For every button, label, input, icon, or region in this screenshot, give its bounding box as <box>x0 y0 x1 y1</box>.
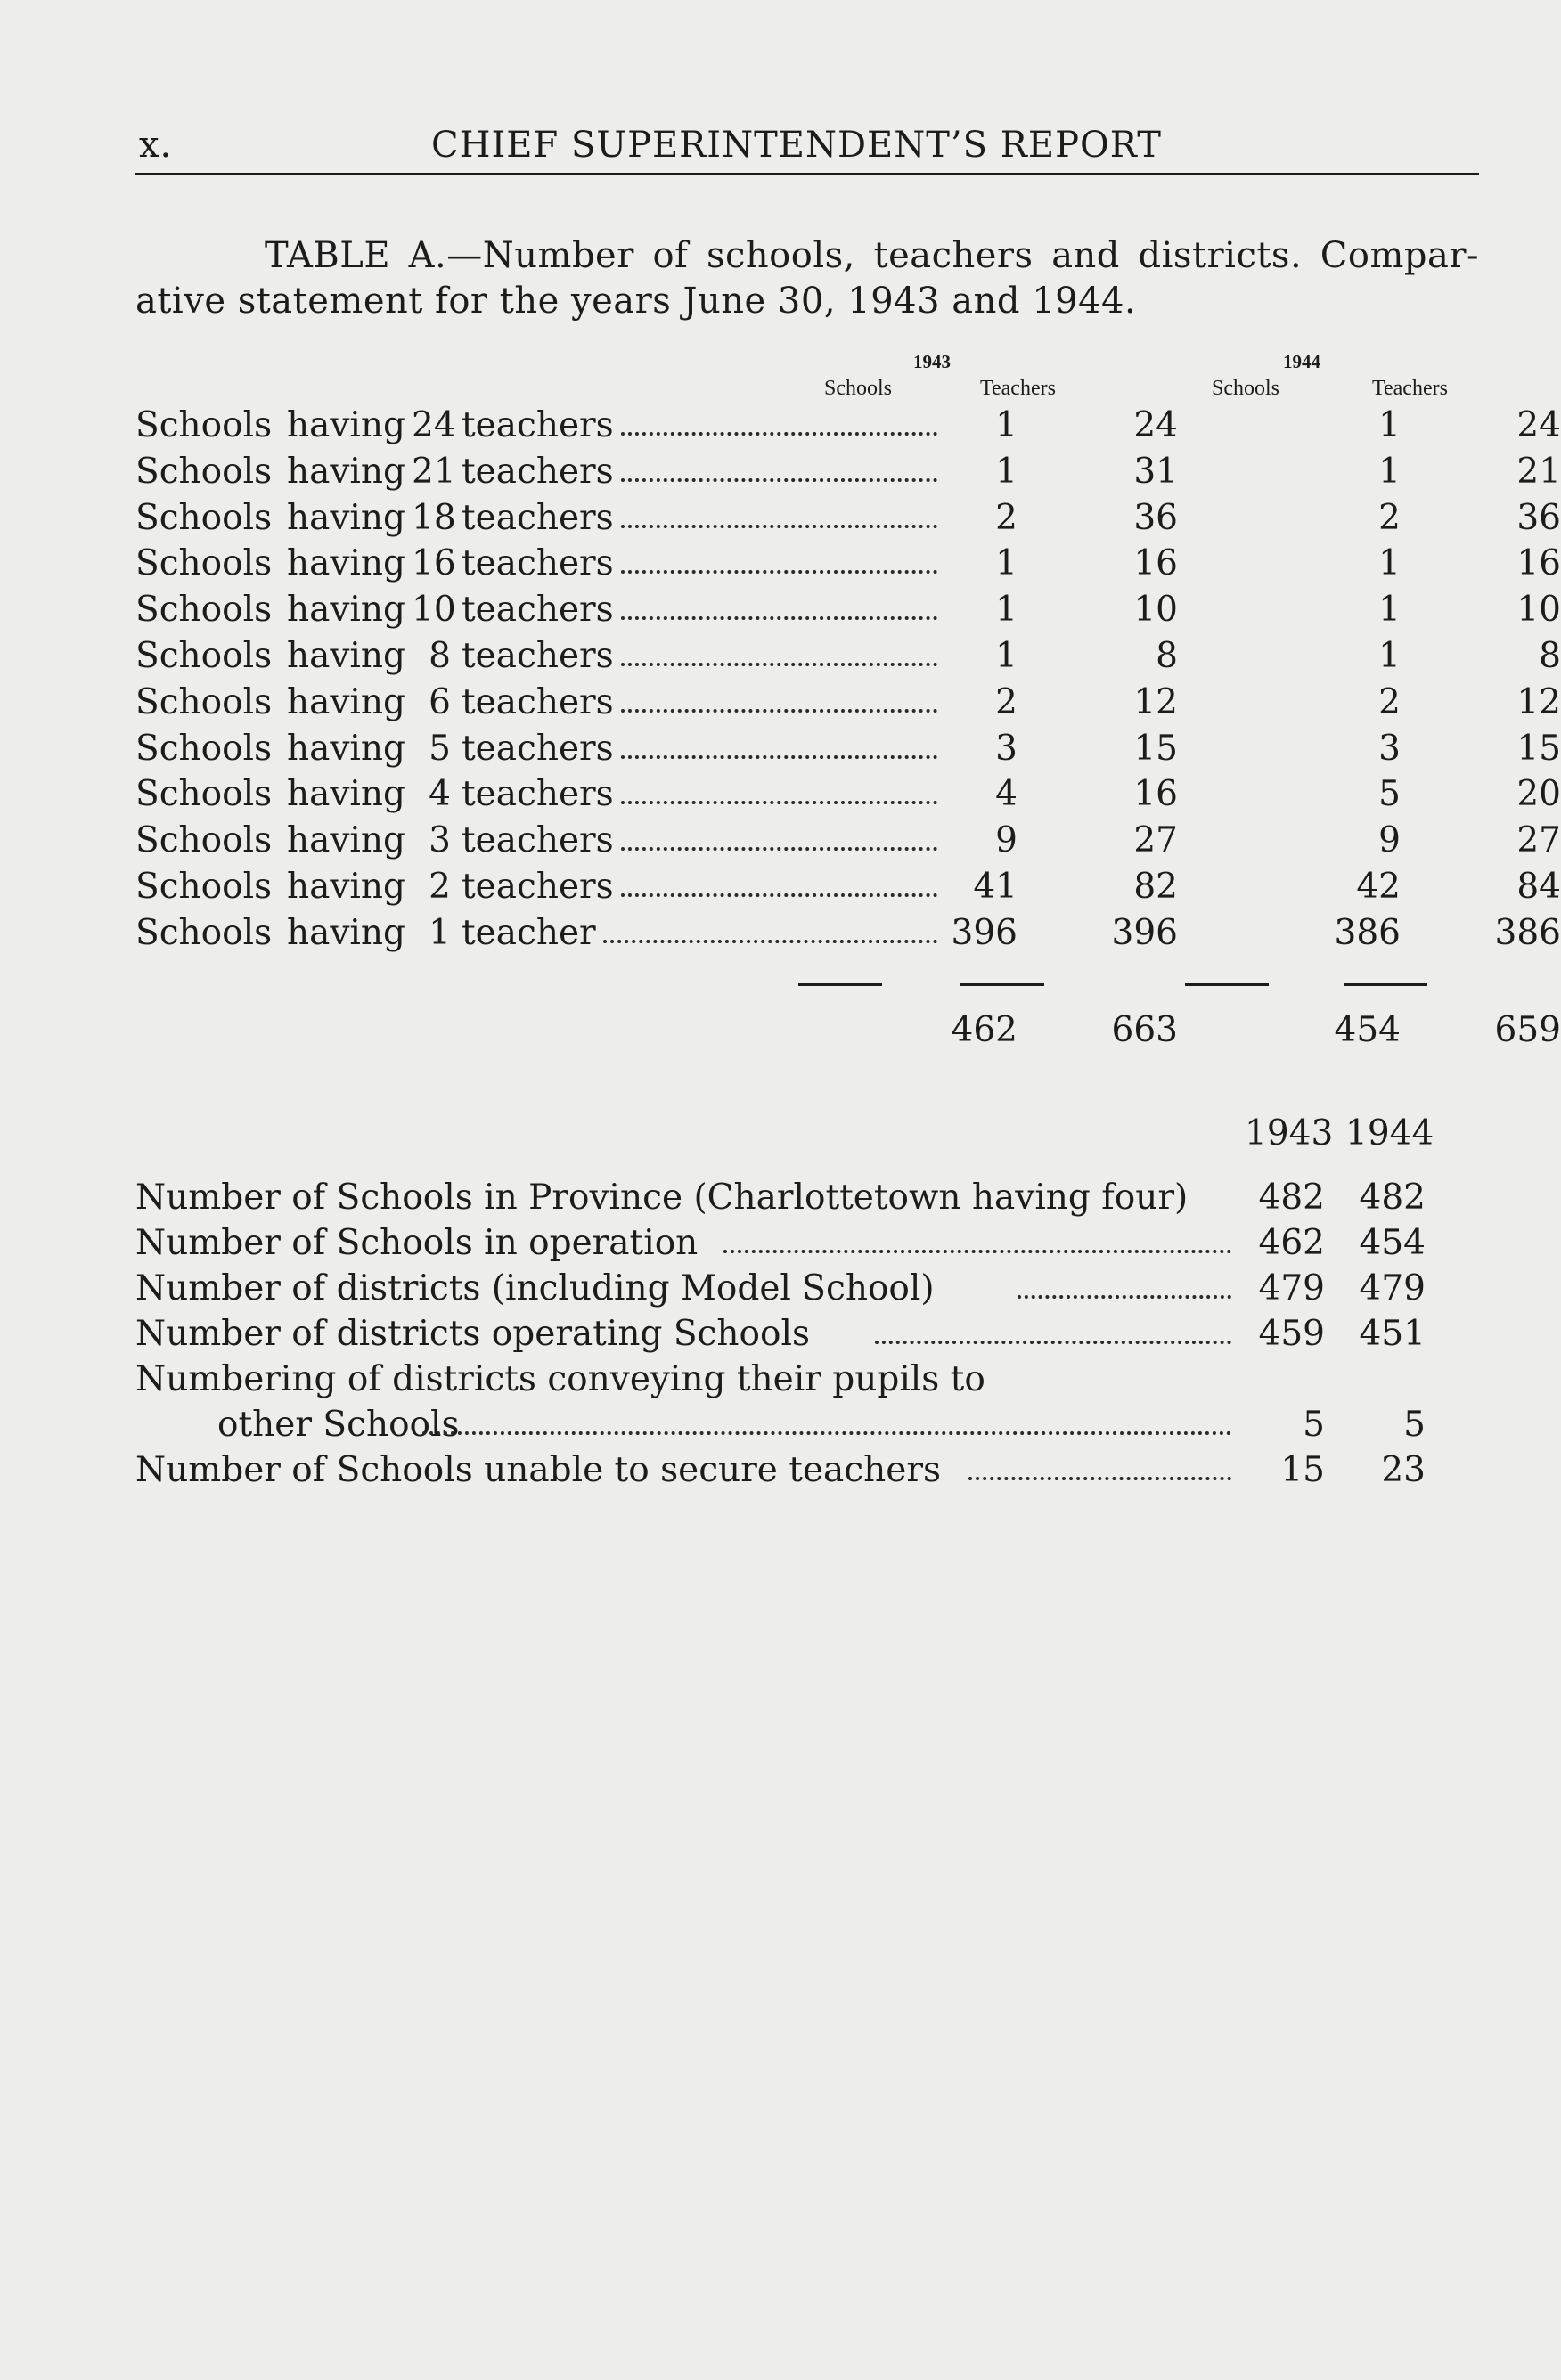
schools-1944-cell: 42 <box>1356 866 1401 907</box>
dot-leader <box>621 663 937 666</box>
dot-leader <box>621 709 937 713</box>
schools-1944-cell: 1 <box>1378 451 1401 492</box>
teachers-1944-cell: 27 <box>1516 820 1561 861</box>
teachers-1944-cell: 24 <box>1516 405 1561 445</box>
teachers-1944-cell: 84 <box>1516 866 1561 907</box>
running-header <box>135 123 1479 175</box>
teacher-count: 3 <box>429 820 451 861</box>
dot-leader <box>422 1431 1231 1435</box>
row-label-word: teachers <box>462 405 614 445</box>
table-row <box>135 451 1561 498</box>
summary-row <box>135 1223 1436 1268</box>
summary-row <box>135 1359 1436 1405</box>
row-label-word: teachers <box>462 820 614 861</box>
teachers-1944-cell: 10 <box>1516 590 1561 631</box>
teachers-1943-cell: 15 <box>1133 728 1178 769</box>
row-label-word: Schools <box>135 774 273 815</box>
value-1944: 5 <box>1403 1405 1426 1445</box>
schools-1943-cell: 1 <box>995 590 1018 631</box>
table-row <box>135 405 1561 452</box>
dot-leader <box>968 1477 1231 1480</box>
row-label-word: having <box>287 774 405 815</box>
schools-1943-heading: Schools <box>824 377 893 400</box>
row-label-word: having <box>287 912 405 953</box>
row-label-word: having <box>287 635 405 676</box>
row-label <box>135 682 614 722</box>
dot-leader <box>621 432 937 436</box>
summary-year-1944: 1944 <box>1345 1113 1434 1153</box>
row-label <box>135 913 596 953</box>
row-label <box>135 820 614 860</box>
dot-leader <box>875 1341 1231 1344</box>
dot-leader <box>621 847 937 851</box>
summary-row <box>135 1268 1436 1314</box>
teachers-1944-cell: 36 <box>1516 497 1561 538</box>
schools-1943-cell: 9 <box>995 820 1018 861</box>
totals-row <box>135 1010 1561 1056</box>
row-label-word: teachers <box>462 590 614 631</box>
total-schools-1943: 462 <box>951 1010 1018 1050</box>
summary-label: Numbering of districts conveying their pupils to <box>135 1359 985 1399</box>
dot-leader <box>621 755 937 759</box>
summary-label: Number of districts operating Schools <box>135 1314 810 1354</box>
summary-row <box>135 1450 1436 1496</box>
teacher-count: 8 <box>429 635 451 676</box>
teacher-count: 16 <box>412 543 456 584</box>
schools-1943-cell: 1 <box>995 451 1018 492</box>
teachers-1943-cell: 36 <box>1133 497 1178 538</box>
summary-year-1943: 1943 <box>1245 1113 1334 1153</box>
dot-leader <box>621 525 937 528</box>
teacher-count: 24 <box>412 405 456 445</box>
value-1944: 23 <box>1381 1450 1426 1490</box>
schools-1944-cell: 1 <box>1378 590 1401 631</box>
caption-line-2: ative statement for the years June 30, 1943 and 1944. <box>135 281 1137 322</box>
summary-label: other Schools <box>217 1405 460 1445</box>
value-1943: 459 <box>1258 1314 1325 1354</box>
teachers-1944-cell: 21 <box>1516 451 1561 492</box>
value-1943: 462 <box>1258 1223 1325 1263</box>
summary-row <box>135 1314 1436 1359</box>
schools-1944-cell: 1 <box>1378 405 1401 445</box>
row-label-word: having <box>287 728 405 769</box>
table-row <box>135 728 1561 775</box>
teachers-1944-cell: 16 <box>1516 543 1561 584</box>
row-label-word: having <box>287 820 405 861</box>
row-label-word: Schools <box>135 543 273 584</box>
schools-1944-cell: 5 <box>1378 774 1401 815</box>
schools-1944-cell: 2 <box>1378 681 1401 722</box>
dot-leader <box>1018 1295 1231 1299</box>
schools-1944-cell: 2 <box>1378 497 1401 538</box>
teachers-1943-cell: 16 <box>1133 774 1178 815</box>
schools-1944-cell: 3 <box>1378 728 1401 769</box>
teacher-count: 10 <box>412 590 456 631</box>
value-1943: 15 <box>1280 1450 1325 1490</box>
teachers-1943-cell: 31 <box>1133 451 1178 492</box>
dot-leader <box>621 616 937 620</box>
schools-1943-cell: 396 <box>951 912 1018 953</box>
table-caption <box>135 233 1479 324</box>
row-label-word: Schools <box>135 635 273 676</box>
dot-leader <box>621 570 937 574</box>
dot-leader <box>621 893 937 897</box>
summary-row <box>135 1178 1436 1223</box>
row-label-word: Schools <box>135 405 273 445</box>
teacher-count: 6 <box>429 681 451 722</box>
teachers-1944-heading: Teachers <box>1372 377 1448 400</box>
dot-leader <box>621 478 937 482</box>
value-1943: 5 <box>1303 1405 1325 1445</box>
row-label-word: Schools <box>135 681 273 722</box>
schools-1944-cell: 1 <box>1378 635 1401 676</box>
schools-1943-cell: 4 <box>995 774 1018 815</box>
row-label-word: having <box>287 405 405 445</box>
row-label-word: having <box>287 590 405 631</box>
dot-leader <box>723 1250 1231 1253</box>
table-row <box>135 681 1561 729</box>
summary-label: Number of Schools in Province (Charlottetown having four) <box>135 1178 1189 1218</box>
value-1944: 479 <box>1359 1268 1426 1308</box>
row-label-word: Schools <box>135 820 273 861</box>
dot-leader <box>621 801 937 804</box>
row-label <box>135 867 614 907</box>
row-label-word: teachers <box>462 635 614 676</box>
teachers-1943-heading: Teachers <box>980 377 1056 400</box>
row-label-word: having <box>287 497 405 538</box>
value-1944: 454 <box>1359 1223 1426 1263</box>
table-row <box>135 635 1561 682</box>
total-rule-schools-1943 <box>798 983 882 986</box>
row-label <box>135 452 614 492</box>
total-rule-schools-1944 <box>1185 983 1269 986</box>
row-label-word: teachers <box>462 497 614 538</box>
schools-1943-cell: 2 <box>995 497 1018 538</box>
value-1943: 479 <box>1258 1268 1325 1308</box>
teacher-count: 2 <box>429 866 451 907</box>
row-label-word: having <box>287 866 405 907</box>
caption-line-1: TABLE A.—Number of schools, teachers and districts. Compar- <box>265 235 1479 276</box>
teachers-1944-cell: 20 <box>1516 774 1561 815</box>
row-label-word: teachers <box>462 728 614 769</box>
teacher-count: 4 <box>429 774 451 815</box>
table-row <box>135 497 1561 544</box>
table-row <box>135 774 1561 820</box>
teacher-count: 1 <box>429 912 451 953</box>
table-row <box>135 590 1561 636</box>
row-label-word: Schools <box>135 912 273 953</box>
row-label-word: having <box>287 543 405 584</box>
schools-table-body <box>135 405 1561 959</box>
table-row <box>135 866 1561 913</box>
row-label <box>135 543 614 583</box>
schools-1944-cell: 1 <box>1378 543 1401 584</box>
value-1944: 482 <box>1359 1178 1426 1218</box>
teachers-1944-cell: 8 <box>1539 635 1561 676</box>
teachers-1944-cell: 12 <box>1516 681 1561 722</box>
year-1943-heading: 1943 <box>913 351 951 372</box>
teachers-1944-cell: 386 <box>1494 912 1561 953</box>
schools-1943-cell: 41 <box>973 866 1018 907</box>
summary-label: Number of districts (including Model School) <box>135 1268 935 1308</box>
row-label <box>135 405 614 445</box>
teacher-count: 5 <box>429 728 451 769</box>
row-label-word: Schools <box>135 451 273 492</box>
teacher-count: 21 <box>412 451 456 492</box>
total-teachers-1943: 663 <box>1111 1010 1178 1050</box>
row-label-word: teachers <box>462 543 614 584</box>
teachers-1943-cell: 16 <box>1133 543 1178 584</box>
value-1944: 451 <box>1359 1314 1426 1354</box>
value-1943: 482 <box>1258 1178 1325 1218</box>
teachers-1944-cell: 15 <box>1516 728 1561 769</box>
row-label-word: having <box>287 681 405 722</box>
table-row <box>135 820 1561 867</box>
teachers-1943-cell: 27 <box>1133 820 1178 861</box>
row-label <box>135 498 614 538</box>
row-label <box>135 636 614 676</box>
total-schools-1944: 454 <box>1334 1010 1401 1050</box>
schools-1943-cell: 1 <box>995 635 1018 676</box>
teachers-1943-cell: 12 <box>1133 681 1178 722</box>
schools-1943-cell: 1 <box>995 543 1018 584</box>
total-rule-teachers-1944 <box>1344 983 1427 986</box>
teacher-count: 18 <box>412 497 456 538</box>
row-label-word: having <box>287 451 405 492</box>
summary-label: Number of Schools unable to secure teachers <box>135 1450 941 1490</box>
table-row <box>135 543 1561 590</box>
row-label-word: Schools <box>135 590 273 631</box>
total-rule-teachers-1943 <box>960 983 1044 986</box>
running-title: CHIEF SUPERINTENDENT’S REPORT <box>431 125 1162 166</box>
row-label-word: teachers <box>462 774 614 815</box>
summary-label: Number of Schools in operation <box>135 1223 699 1263</box>
row-label-word: teachers <box>462 451 614 492</box>
row-label <box>135 729 614 769</box>
schools-1944-cell: 9 <box>1378 820 1401 861</box>
row-label <box>135 774 614 814</box>
row-label-word: Schools <box>135 866 273 907</box>
teachers-1943-cell: 24 <box>1133 405 1178 445</box>
teachers-1943-cell: 396 <box>1111 912 1178 953</box>
schools-1944-cell: 386 <box>1334 912 1401 953</box>
table-row <box>135 912 1561 959</box>
dot-leader <box>603 940 937 943</box>
summary-row <box>135 1405 1436 1450</box>
row-label-word: teacher <box>462 912 596 953</box>
summary-list <box>135 1178 1436 1496</box>
schools-1943-cell: 3 <box>995 728 1018 769</box>
total-teachers-1944: 659 <box>1494 1010 1561 1050</box>
row-label-word: teachers <box>462 866 614 907</box>
row-label-word: Schools <box>135 497 273 538</box>
teachers-1943-cell: 10 <box>1133 590 1178 631</box>
schools-1944-heading: Schools <box>1212 377 1280 400</box>
row-label <box>135 590 614 630</box>
year-1944-heading: 1944 <box>1283 351 1320 372</box>
teachers-1943-cell: 8 <box>1156 635 1178 676</box>
row-label-word: teachers <box>462 681 614 722</box>
schools-1943-cell: 1 <box>995 405 1018 445</box>
page-number: x. <box>139 125 173 166</box>
teachers-1943-cell: 82 <box>1133 866 1178 907</box>
schools-1943-cell: 2 <box>995 681 1018 722</box>
row-label-word: Schools <box>135 728 273 769</box>
